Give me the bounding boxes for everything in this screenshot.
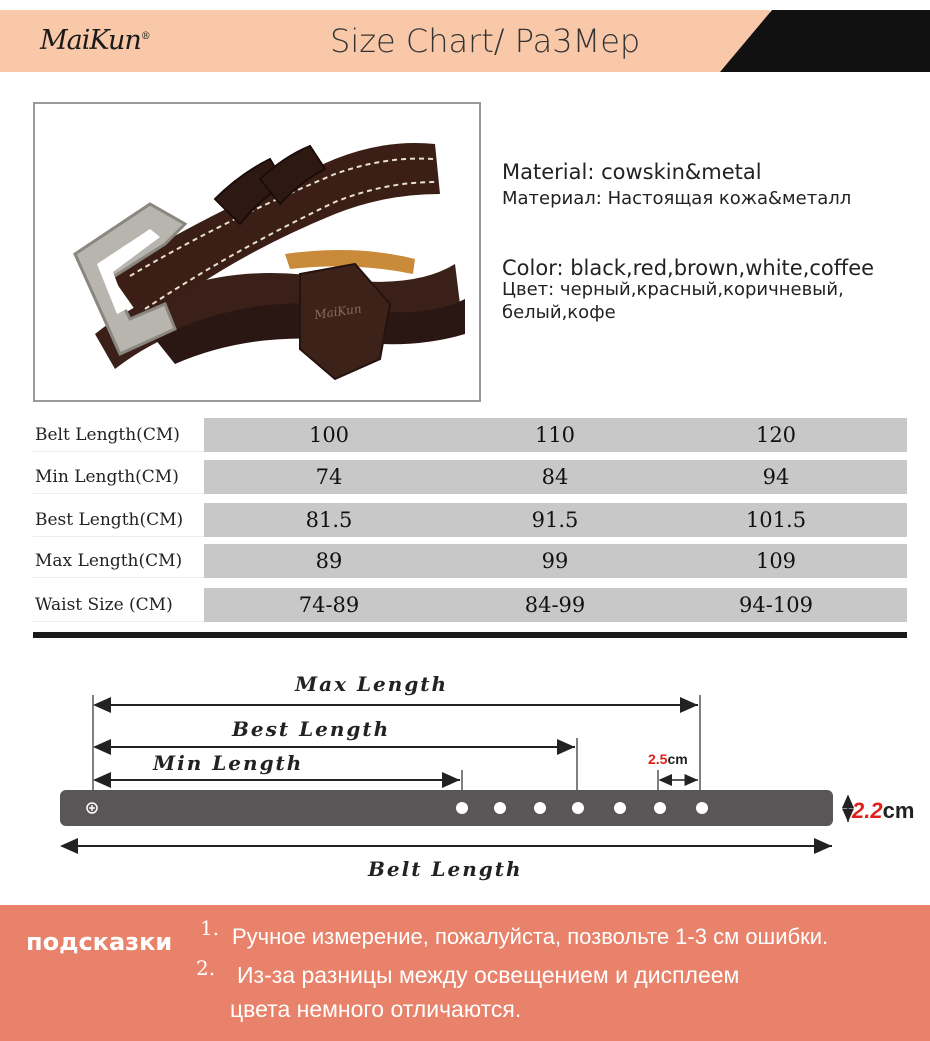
header [0, 0, 930, 80]
table-cell: 110 [534, 423, 576, 447]
table-cell: 84-99 [524, 593, 586, 617]
tips-title: подсказки [26, 928, 173, 956]
table-row [204, 503, 907, 537]
tip-number: 2. [196, 956, 216, 980]
tip-text: Из-за разницы между освещением и дисплеем [237, 962, 740, 988]
table-cell: 84 [541, 465, 569, 489]
table-cell: 100 [308, 423, 350, 447]
table-cell: 109 [755, 549, 797, 573]
product-photo [33, 102, 481, 402]
belt-strap [60, 790, 833, 826]
table-cell: 81.5 [305, 508, 353, 532]
belt-hole [696, 802, 708, 814]
table-cell: 99 [541, 549, 569, 573]
table-cell: 74 [315, 465, 343, 489]
hole-spacing-label: 2.5cm [648, 751, 688, 767]
table-row [204, 588, 907, 622]
table-row [204, 418, 907, 452]
tip-text: Ручное измерение, пожалуйста, позвольте 1-3 см ошибки. [232, 924, 829, 949]
belt-width-label: 2.2cm [852, 798, 915, 823]
belt-hole [614, 802, 626, 814]
tip-number: 1. [200, 916, 220, 940]
color-en: Color: black,red,brown,white,coffee [502, 256, 875, 280]
belt-hole [572, 802, 584, 814]
material-ru: Материал: Настоящая кожа&металл [502, 188, 852, 209]
row-label-min-length: Min Length(CM) [33, 460, 204, 494]
divider [33, 632, 907, 638]
table-cell: 120 [755, 423, 797, 447]
table-cell: 89 [315, 549, 343, 573]
page-title: Size Chart/ Pa3Mep [330, 22, 641, 60]
brand-logo: MaiKun® [40, 25, 150, 56]
tip-text-continued: цвета немного отличаются. [230, 996, 522, 1022]
min-length-label: Min Length [153, 751, 304, 775]
material-en: Material: cowskin&metal [502, 160, 762, 184]
table-row [204, 544, 907, 578]
belt-length-label: Belt Length [368, 857, 523, 881]
row-label-max-length: Max Length(CM) [33, 544, 204, 578]
belt-hole [456, 802, 468, 814]
belt-hole [534, 802, 546, 814]
belt-illustration [35, 104, 479, 400]
table-row [204, 460, 907, 494]
table-cell: 101.5 [745, 508, 807, 532]
table-cell: 74-89 [298, 593, 360, 617]
row-label-belt-length: Belt Length(CM) [33, 418, 204, 452]
table-cell: 91.5 [531, 508, 579, 532]
table-cell: 94 [762, 465, 790, 489]
max-length-label: Max Length [295, 672, 449, 696]
color-ru-line2: белый,кофе [502, 302, 616, 323]
table-cell: 94-109 [739, 593, 813, 617]
best-length-label: Best Length [232, 717, 391, 741]
svg-text:MaiKun: MaiKun [313, 301, 363, 322]
color-ru-line1: Цвет: черный,красный,коричневый, [502, 279, 844, 300]
belt-hole [654, 802, 666, 814]
row-label-best-length: Best Length(CM) [33, 503, 204, 537]
belt-hole [494, 802, 506, 814]
row-label-waist-size: Waist Size (CM) [33, 588, 204, 622]
